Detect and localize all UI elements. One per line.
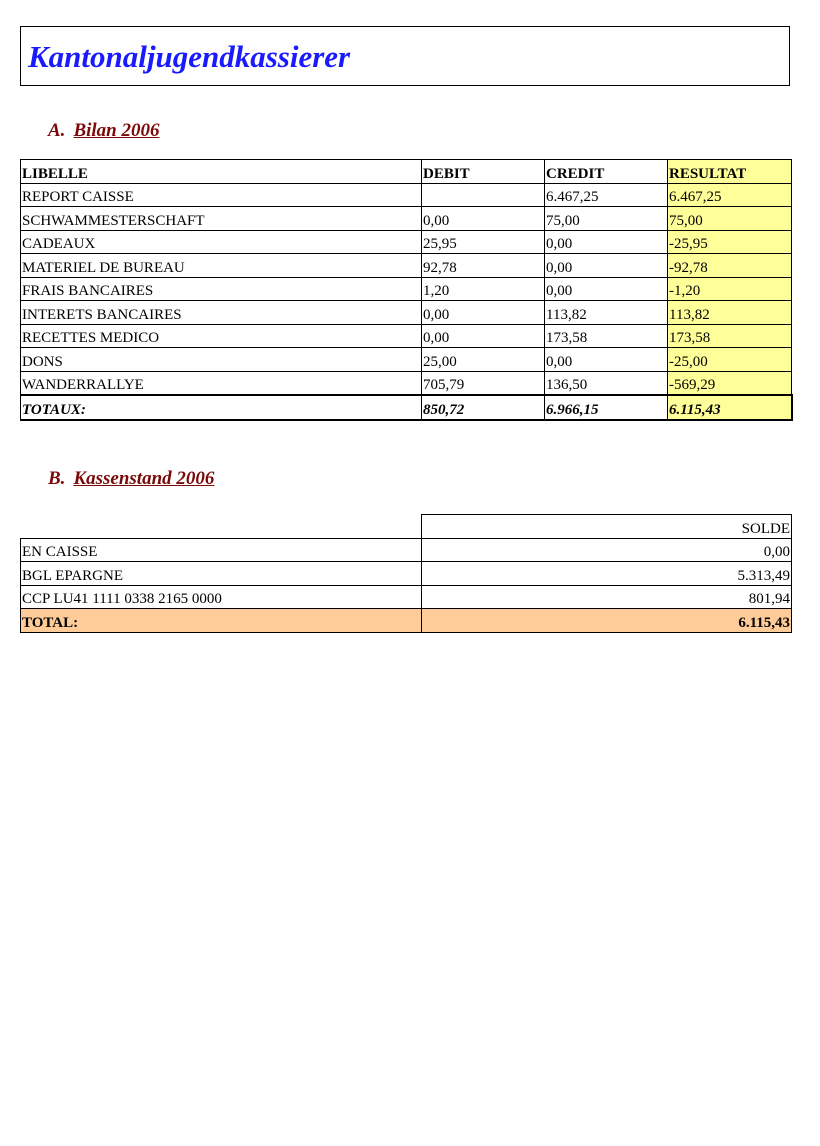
header-credit: CREDIT (545, 160, 668, 184)
cell-resultat: 6.467,25 (668, 183, 792, 207)
title-box (20, 26, 790, 86)
table-row (21, 277, 792, 301)
section-a-heading (48, 120, 160, 142)
table-row (21, 562, 792, 586)
cell-credit: 0,00 (545, 277, 668, 301)
cell-debit (422, 183, 545, 207)
cell-solde: 801,94 (422, 585, 792, 609)
cell-resultat: 173,58 (668, 324, 792, 348)
section-b-letter: B. (48, 468, 66, 489)
bilan-table (20, 159, 793, 421)
cell-debit: 92,78 (422, 254, 545, 278)
cell-libelle: WANDERRALLYE (21, 371, 422, 395)
totals-debit: 850,72 (422, 395, 545, 420)
cell-libelle: FRAIS BANCAIRES (21, 277, 422, 301)
table-row (21, 183, 792, 207)
section-a-letter: A. (48, 120, 66, 141)
cell-label: BGL EPARGNE (21, 562, 422, 586)
cell-label: CCP LU41 1111 0338 2165 0000 (21, 585, 422, 609)
cell-credit: 0,00 (545, 230, 668, 254)
cell-resultat: -25,95 (668, 230, 792, 254)
cell-credit: 0,00 (545, 348, 668, 372)
total-label: TOTAL: (21, 609, 422, 633)
header-solde: SOLDE (422, 515, 792, 539)
table-row (21, 585, 792, 609)
totals-label: TOTAUX: (21, 395, 422, 420)
header-debit: DEBIT (422, 160, 545, 184)
cell-libelle: MATERIEL DE BUREAU (21, 254, 422, 278)
cell-resultat: -569,29 (668, 371, 792, 395)
cell-debit: 0,00 (422, 301, 545, 325)
table-row (21, 230, 792, 254)
cell-libelle: RECETTES MEDICO (21, 324, 422, 348)
cell-credit: 75,00 (545, 207, 668, 231)
cell-debit: 705,79 (422, 371, 545, 395)
cell-resultat: 75,00 (668, 207, 792, 231)
cell-resultat: -92,78 (668, 254, 792, 278)
bilan-header-row (21, 160, 792, 184)
kassenstand-table (20, 514, 792, 633)
table-row (21, 348, 792, 372)
cell-debit: 0,00 (422, 207, 545, 231)
cell-libelle: INTERETS BANCAIRES (21, 301, 422, 325)
section-b-name: Kassenstand 2006 (73, 468, 215, 489)
totals-credit: 6.966,15 (545, 395, 668, 420)
cell-debit: 25,95 (422, 230, 545, 254)
table-row (21, 538, 792, 562)
table-row (21, 371, 792, 395)
cell-label: EN CAISSE (21, 538, 422, 562)
cell-credit: 136,50 (545, 371, 668, 395)
bilan-totals-row (21, 395, 792, 420)
cell-solde: 0,00 (422, 538, 792, 562)
kassenstand-total-row (21, 609, 792, 633)
table-row (21, 207, 792, 231)
cell-credit: 0,00 (545, 254, 668, 278)
header-libelle: LIBELLE (21, 160, 422, 184)
table-row (21, 301, 792, 325)
kassenstand-header-row (21, 515, 792, 539)
cell-libelle: REPORT CAISSE (21, 183, 422, 207)
totals-resultat: 6.115,43 (668, 395, 792, 420)
cell-resultat: -1,20 (668, 277, 792, 301)
cell-debit: 0,00 (422, 324, 545, 348)
cell-libelle: DONS (21, 348, 422, 372)
table-row (21, 254, 792, 278)
total-solde: 6.115,43 (422, 609, 792, 633)
cell-resultat: -25,00 (668, 348, 792, 372)
cell-credit: 113,82 (545, 301, 668, 325)
cell-solde: 5.313,49 (422, 562, 792, 586)
cell-debit: 25,00 (422, 348, 545, 372)
document-title: Kantonaljugendkassierer (28, 39, 351, 74)
section-b-heading (48, 468, 214, 490)
cell-libelle: CADEAUX (21, 230, 422, 254)
cell-debit: 1,20 (422, 277, 545, 301)
table-row (21, 324, 792, 348)
cell-credit: 173,58 (545, 324, 668, 348)
cell-libelle: SCHWAMMESTERSCHAFT (21, 207, 422, 231)
header-resultat: RESULTAT (668, 160, 792, 184)
header-blank (21, 515, 422, 539)
cell-resultat: 113,82 (668, 301, 792, 325)
section-a-name: Bilan 2006 (73, 120, 160, 141)
cell-credit: 6.467,25 (545, 183, 668, 207)
